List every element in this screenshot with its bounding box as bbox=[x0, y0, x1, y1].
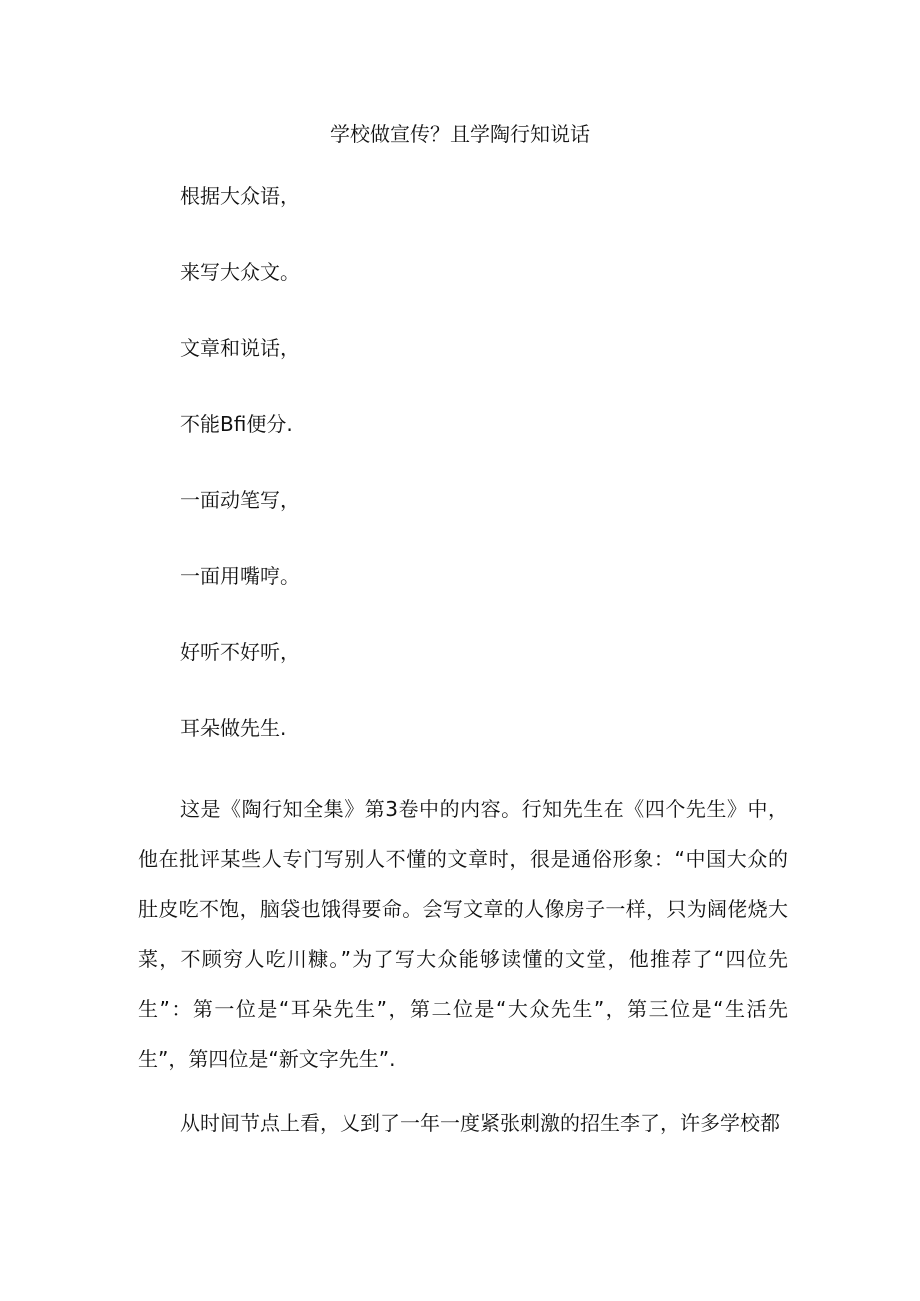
poem-line: 一面用嘴哼。 bbox=[180, 564, 300, 588]
poem-line: 一面动笔写， bbox=[180, 488, 300, 512]
poem-line: 来写大众文。 bbox=[180, 260, 300, 284]
body-paragraph: 这是《陶行知全集》第3卷中的内容。行知先生在《四个先生》中，他在批评某些人专门写别人不懂的文章时，很是通俗形象：“中国大众的肚皮吃不饱，脑袋也饿得要命。会写文章的人像房子一样，只为阔佬烧大菜，不顾穷人吃川糠。”为了写大众能够读懂的文堂，他推荐了“四位先生”：第一位是“耳朵先生”，第二位是“大众先生”，第三位是“生活先生”，第四位是“新文字先生”. bbox=[138, 797, 788, 1071]
poem-line: 耳朵做先生. bbox=[180, 716, 287, 740]
poem-line: 好听不好听， bbox=[180, 640, 300, 664]
poem bbox=[180, 180, 300, 788]
poem-line: 文章和说话， bbox=[180, 336, 300, 360]
document-title: 学校做宣传？且学陶行知说话 bbox=[330, 122, 590, 146]
body-paragraph: 从时间节点上看，乂到了一年一度紧张刺激的招生李了，许多学校都 bbox=[180, 1111, 780, 1135]
poem-line: 不能Bfi便分. bbox=[180, 412, 293, 436]
poem-line: 根据大众语， bbox=[180, 184, 300, 208]
